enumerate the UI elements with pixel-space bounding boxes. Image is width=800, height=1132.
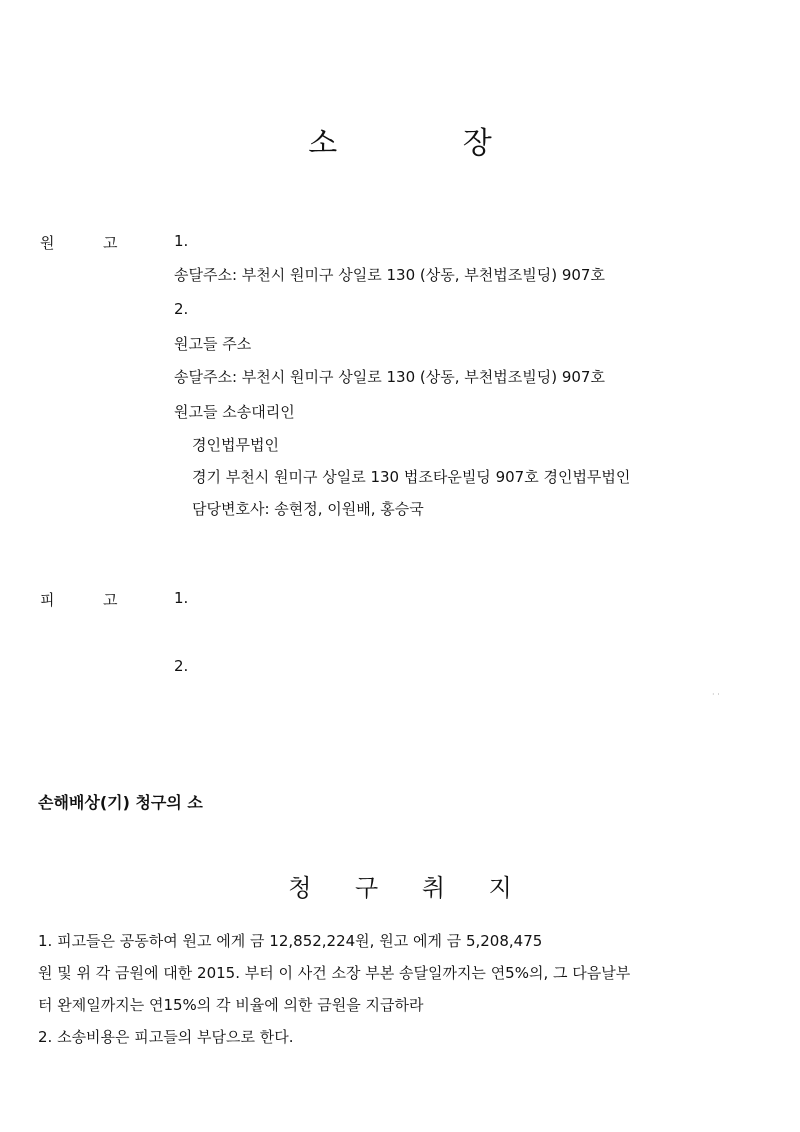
- plaintiffs-counsel-heading: 원고들 소송대리인: [174, 403, 295, 421]
- law-firm-name: 경인법무법인: [192, 436, 279, 454]
- plaintiff-item-1-number: 1.: [174, 232, 189, 250]
- claim-section-heading: 청 구 취 지: [288, 874, 530, 902]
- defendant-label-first: 피: [40, 591, 55, 609]
- plaintiff-item-2-service-address: 송달주소: 부천시 원미구 상일로 130 (상동, 부천법조빌딩) 907호: [174, 368, 605, 386]
- plaintiffs-address: 원고들 주소: [174, 335, 252, 353]
- claim-line-1: 1. 피고들은 공동하여 원고 에게 금 12,852,224원, 원고 에게 금 5,208,475: [38, 932, 543, 950]
- plaintiff-label-first: 원: [40, 234, 55, 252]
- claim-line-3: 터 완제일까지는 연15%의 각 비율에 의한 금원을 지급하라: [38, 996, 424, 1014]
- plaintiff-label-second: 고: [103, 234, 118, 252]
- defendant-item-2-number: 2.: [174, 657, 189, 675]
- law-firm-address: 경기 부천시 원미구 상일로 130 법조타운빌딩 907호 경인법무법인: [192, 468, 631, 486]
- claim-line-2: 원 및 위 각 금원에 대한 2015. 부터 이 사건 소장 부본 송달일까지는 연5%의, 그 다음날부: [38, 964, 631, 982]
- claim-line-4: 2. 소송비용은 피고들의 부담으로 한다.: [38, 1028, 294, 1046]
- case-title: 손해배상(기) 청구의 소: [38, 793, 203, 812]
- plaintiff-item-1-service-address: 송달주소: 부천시 원미구 상일로 130 (상동, 부천법조빌딩) 907호: [174, 266, 605, 284]
- plaintiff-item-2-number: 2.: [174, 300, 189, 318]
- scan-dots: · ·: [712, 690, 720, 699]
- attorneys-in-charge: 담당변호사: 송현정, 이원배, 홍승국: [192, 500, 424, 518]
- document-title: 소 장: [308, 126, 550, 161]
- defendant-label-second: 고: [103, 591, 118, 609]
- defendant-item-1-number: 1.: [174, 589, 189, 607]
